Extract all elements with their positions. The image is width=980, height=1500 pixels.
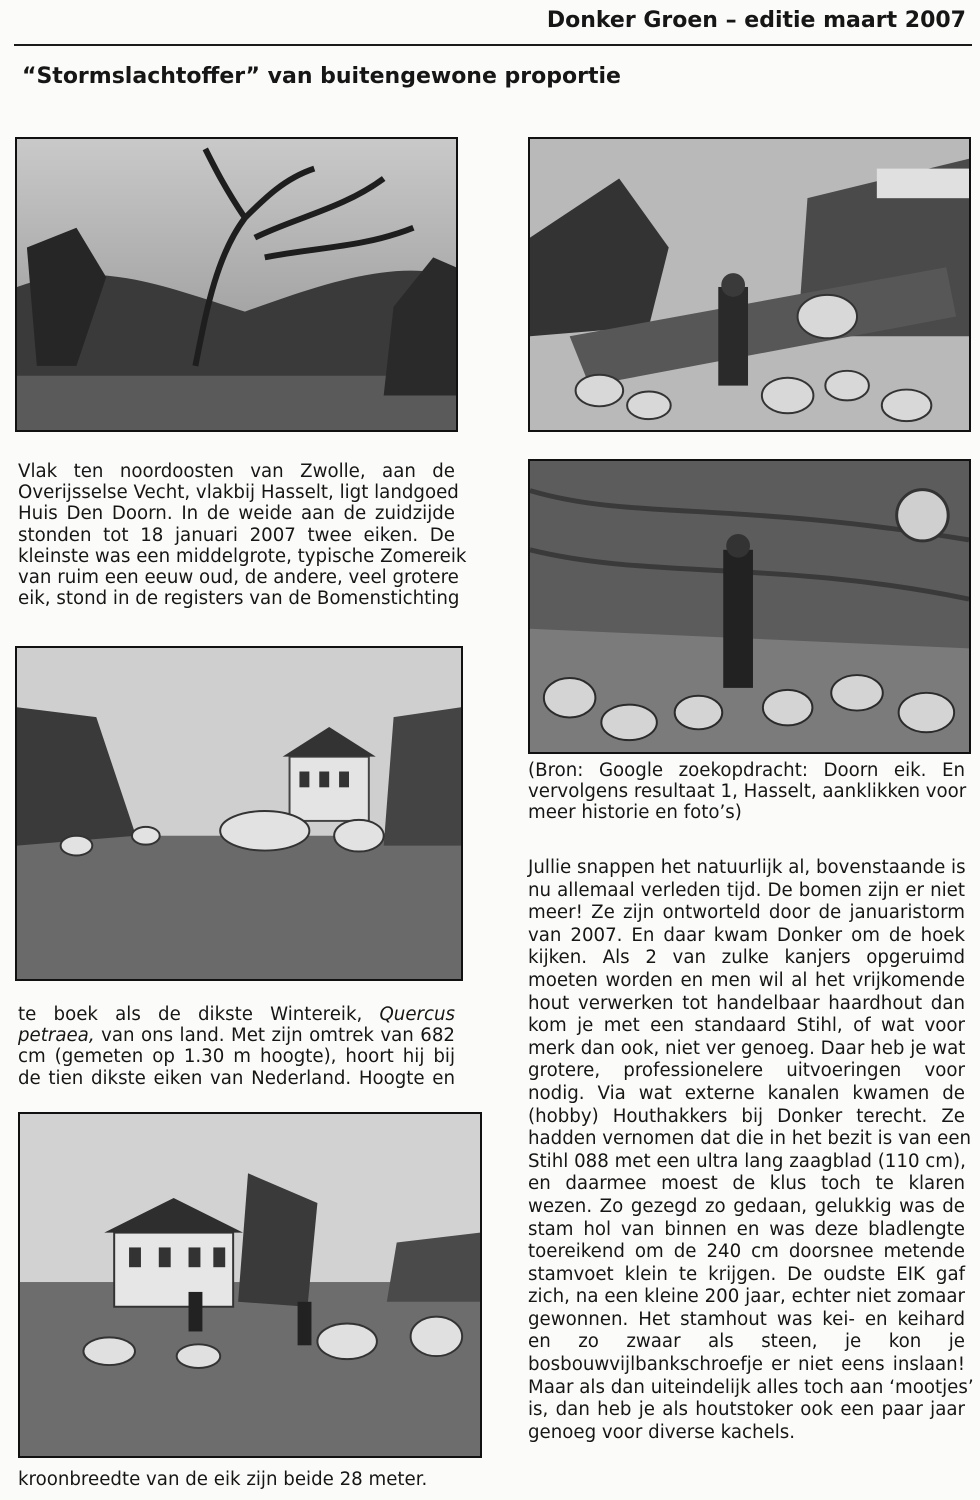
intro-paragraph: [18, 461, 467, 610]
text-line: grotere, professionelere uitvoeringen voor: [528, 1060, 965, 1082]
text-line: stam hol van binnen en was deze bladlengte: [528, 1218, 965, 1240]
species-name-italic: petraea,: [18, 1025, 95, 1047]
main-body-paragraph: [528, 857, 974, 1444]
header-divider: [14, 44, 972, 46]
species-name-italic: Quercus: [379, 1004, 455, 1025]
text-line: hadden vernomen dat die in het bezit is van een: [528, 1128, 972, 1150]
text-line: is, dan heb je als houtstoker ook een paar jaar: [528, 1399, 965, 1421]
text-line: te boek als de dikste Wintereik, Quercus: [18, 1004, 455, 1025]
photo-house-and-stump: [18, 1112, 482, 1458]
text-line: genoeg voor diverse kachels.: [528, 1421, 796, 1443]
text-line: Stihl 088 met een ultra lang zaagblad (110 cm),: [528, 1150, 966, 1172]
publication-header: Donker Groen – editie maart 2007: [546, 8, 966, 33]
text-line: kom je met een standaard Stihl, of wat voor: [528, 1015, 965, 1037]
text-line: kijken. Als 2 van zulke kanjers opgeruimd: [528, 947, 965, 969]
text-line: vervolgens resultaat 1, Hasselt, aanklikken voor: [528, 781, 967, 803]
text-line: van 2007. En daar kwam Donker om de hoek: [528, 924, 965, 946]
text-line: Huis Den Doorn. In de weide aan de zuidzijde: [18, 503, 455, 525]
text-line: stamvoet klein te krijgen. De oudste EIK gaf: [528, 1263, 965, 1285]
text-line: en zo zwaar als steen, je kon je: [528, 1331, 965, 1353]
text-line: kleinste was een middelgrote, typische Zomereik: [18, 545, 467, 567]
crown-width-line: [18, 1469, 455, 1490]
text-line: petraea, van ons land. Met zijn omtrek van 682: [18, 1025, 455, 1047]
text-line: zich, na een kleine 200 jaar, echter niet zomaar: [528, 1286, 965, 1308]
text-line: merk dan ook, niet ver genoeg. Daar heb je wat: [528, 1037, 966, 1059]
text-line: eik, stond in de registers van de Bomenstichting: [18, 588, 460, 610]
text-line: (hobby) Houthakkers bij Donker terecht. Ze: [528, 1105, 965, 1127]
text-line: Jullie snappen het natuurlijk al, bovenstaande is: [528, 857, 966, 878]
photo-sawing-at-house: [528, 137, 971, 432]
text-line: moeten worden en men wil al het vrijkomende: [528, 969, 965, 991]
text-line: bosbouwvijlbankschroefje er niet eens inslaan!: [528, 1354, 965, 1376]
text-line: van ruim een eeuw oud, de andere, veel grotere: [18, 567, 459, 589]
text-line: kroonbreedte van de eik zijn beide 28 meter.: [18, 1469, 428, 1490]
text-line: meer! Ze zijn ontworteld door de januaristorm: [528, 902, 965, 924]
photo-worker-on-stump: [528, 459, 971, 754]
oak-dimensions-paragraph: [18, 1004, 455, 1089]
text-line: nodig. Via wat externe kanalen kwamen de: [528, 1082, 965, 1104]
text-line: cm (gemeten op 1.30 m hoogte), hoort hij bij: [18, 1046, 455, 1068]
text-line: nu allemaal verleden tijd. De bomen zijn er niet: [528, 879, 965, 901]
text-line: Vlak ten noordoosten van Zwolle, aan de: [18, 461, 455, 482]
photo-uprooted-oak: [15, 137, 458, 432]
article-title: “Stormslachtoffer” van buitengewone proportie: [22, 64, 621, 89]
source-note: [528, 760, 965, 824]
text-line: gewonnen. Het stamhout was kei- en keihard: [528, 1308, 965, 1330]
photo-field-with-logs: [15, 646, 463, 981]
text-line: stonden tot 18 januari 2007 twee eiken. De: [18, 524, 455, 546]
text-line: toereikend om de 240 cm doorsnee metende: [528, 1241, 965, 1263]
text-line: (Bron: Google zoekopdracht: Doorn eik. En: [528, 760, 965, 781]
text-line: hout verwerken tot handelbaar haardhout dan: [528, 992, 965, 1014]
text-line: meer historie en foto’s): [528, 802, 742, 824]
text-line: en daarmee moest de klus toch te klaren: [528, 1173, 965, 1195]
text-line: Maar als dan uiteindelijk alles toch aan ‘mootjes’: [528, 1376, 974, 1398]
text-line: wezen. Zo gezegd zo gedaan, gelukkig was de: [528, 1195, 965, 1217]
text-line: Overijsselse Vecht, vlakbij Hasselt, ligt landgoed: [18, 482, 459, 504]
text-line: de tien dikste eiken van Nederland. Hoogte en: [18, 1067, 455, 1089]
